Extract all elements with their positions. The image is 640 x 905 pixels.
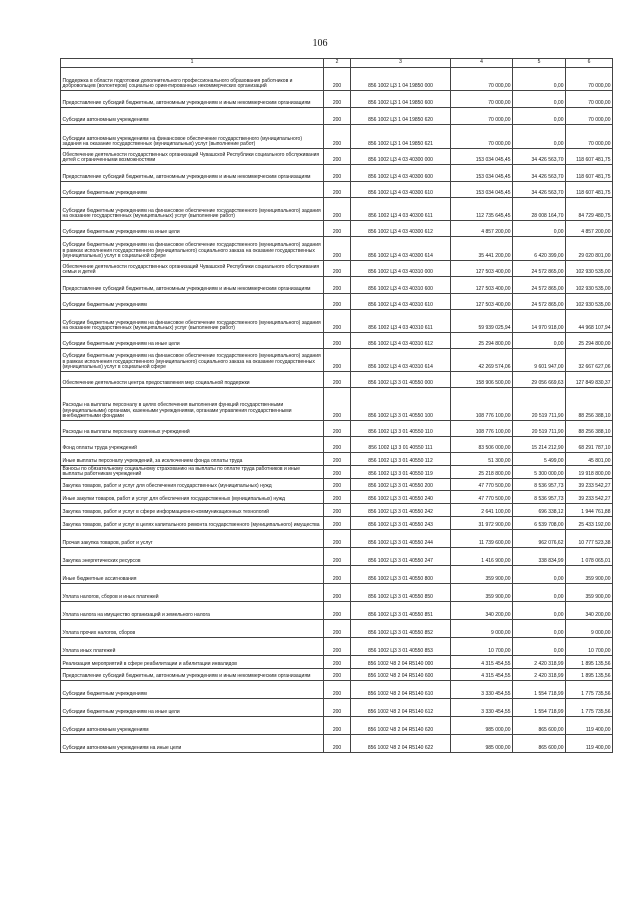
table-row (61, 182, 613, 198)
row-col2: 200 (324, 68, 351, 91)
row-name: Поддержка в области подготовки дополнительного профессионального образования работников и добровольцев (волонтеров) социально ориентированных некоммерческих организаций (61, 68, 324, 91)
row-code: 856 1002 Ц3 4 03 40310 610 (351, 294, 451, 310)
row-name: Субсидии бюджетным учреждениям на иные цели (61, 333, 324, 349)
row-name: Закупка товаров, работ и услуг в сфере информационно-коммуникационных технологий (61, 504, 324, 517)
row-name: Иные бюджетные ассигнования (61, 566, 324, 584)
row-name: Предоставление субсидий бюджетным, автономным учреждениям и иным некоммерческим организациям (61, 91, 324, 108)
row-value-6: 1 775 735,56 (566, 681, 613, 699)
table-body (61, 68, 613, 753)
header-col-4: 4 (451, 59, 513, 68)
row-name: Закупка товаров, работ и услуг для обеспечения государственных (муниципальных) нужд (61, 479, 324, 491)
row-value-5: 24 572 865,00 (513, 261, 566, 277)
row-name: Иные выплаты персоналу учреждений, за исключением фонда оплаты труда (61, 453, 324, 466)
table-row (61, 566, 613, 584)
row-col2: 200 (324, 517, 351, 530)
table-row (61, 372, 613, 388)
row-value-4: 108 776 100,00 (451, 388, 513, 421)
row-value-4: 340 200,00 (451, 602, 513, 620)
table-row (61, 548, 613, 566)
row-value-5: 1 554 718,99 (513, 681, 566, 699)
table-row (61, 388, 613, 421)
row-value-6: 84 729 480,75 (566, 198, 613, 221)
row-value-6: 9 000,00 (566, 620, 613, 638)
table-row (61, 735, 613, 753)
row-value-5: 29 056 669,63 (513, 372, 566, 388)
row-value-4: 9 000,00 (451, 620, 513, 638)
row-col2: 200 (324, 669, 351, 681)
table-row (61, 453, 613, 466)
row-value-6: 1 775 735,56 (566, 699, 613, 717)
row-value-4: 359 900,00 (451, 566, 513, 584)
row-col2: 200 (324, 602, 351, 620)
row-name: Прочая закупка товаров, работ и услуг (61, 530, 324, 548)
row-value-5: 6 539 708,00 (513, 517, 566, 530)
row-col2: 200 (324, 221, 351, 237)
table-row (61, 517, 613, 530)
table-row (61, 294, 613, 310)
row-name: Расходы на выплаты персоналу в целях обеспечения выполнения функций государственными (муниципальными) органами, казенными учреждениями, органами управления государственными внебюджетными фондами (61, 388, 324, 421)
table-row (61, 530, 613, 548)
row-value-6: 10 777 523,38 (566, 530, 613, 548)
row-code: 856 1002 Ц3 3 01 40550 852 (351, 620, 451, 638)
row-col2: 200 (324, 584, 351, 602)
row-value-6: 70 000,00 (566, 68, 613, 91)
row-value-4: 70 000,00 (451, 91, 513, 108)
row-name: Предоставление субсидий бюджетным, автономным учреждениям и иным некоммерческим организациям (61, 669, 324, 681)
row-value-4: 25 294 800,00 (451, 333, 513, 349)
row-value-4: 4 315 454,55 (451, 669, 513, 681)
row-value-6: 119 400,00 (566, 735, 613, 753)
row-value-6: 70 000,00 (566, 125, 613, 149)
row-value-4: 70 000,00 (451, 108, 513, 125)
row-value-6: 88 256 388,10 (566, 388, 613, 421)
row-col2: 200 (324, 437, 351, 453)
row-name: Уплата налогов, сборов и иных платежей (61, 584, 324, 602)
row-name: Обеспечение деятельности государственных организаций Чувашской Республики социального обслуживания семьи и детей (61, 261, 324, 277)
row-name: Закупка товаров, работ и услуг в целях капитального ремонта государственного (муниципального) имущества (61, 517, 324, 530)
row-value-6: 1 944 761,88 (566, 504, 613, 517)
row-value-4: 359 900,00 (451, 584, 513, 602)
table-row (61, 221, 613, 237)
row-name: Субсидии бюджетным учреждениям (61, 294, 324, 310)
row-name: Расходы на выплаты персоналу казенных учреждений (61, 421, 324, 437)
header-col-2: 2 (324, 59, 351, 68)
row-code: 856 1002 Ц3 3 01 40550 850 (351, 584, 451, 602)
row-name: Реализация мероприятий в сфере реабилитации и абилитации инвалидов (61, 656, 324, 669)
table-row (61, 198, 613, 221)
table-row (61, 165, 613, 182)
table-row (61, 125, 613, 149)
row-value-6: 102 930 535,00 (566, 277, 613, 294)
row-code: 856 1002 Ц3 4 03 40300 610 (351, 182, 451, 198)
row-value-6: 44 968 107,94 (566, 310, 613, 333)
table-row (61, 149, 613, 165)
row-value-4: 112 735 645,45 (451, 198, 513, 221)
row-col2: 200 (324, 491, 351, 504)
row-value-5: 5 499,00 (513, 453, 566, 466)
row-value-4: 4 857 200,00 (451, 221, 513, 237)
row-value-6: 88 256 388,10 (566, 421, 613, 437)
table-row (61, 108, 613, 125)
row-col2: 200 (324, 548, 351, 566)
row-col2: 200 (324, 182, 351, 198)
row-col2: 200 (324, 479, 351, 491)
row-value-4: 153 034 045,45 (451, 149, 513, 165)
header-col-1: 1 (61, 59, 324, 68)
row-value-4: 2 641 100,00 (451, 504, 513, 517)
row-name: Субсидии бюджетным учреждениям на иные цели (61, 699, 324, 717)
row-value-4: 47 770 500,00 (451, 479, 513, 491)
row-value-4: 3 330 454,55 (451, 681, 513, 699)
row-value-5: 2 420 318,99 (513, 669, 566, 681)
row-col2: 200 (324, 333, 351, 349)
row-value-6: 118 607 481,75 (566, 149, 613, 165)
row-value-4: 35 441 200,00 (451, 237, 513, 261)
row-value-4: 985 000,00 (451, 735, 513, 753)
header-col-6: 6 (566, 59, 613, 68)
row-col2: 200 (324, 149, 351, 165)
row-code: 856 1002 Ц3 3 01 40550 119 (351, 466, 451, 479)
row-col2: 200 (324, 504, 351, 517)
row-name: Субсидии бюджетным учреждениям на финансовое обеспечение государственного (муниципального) задания в рамках исполнения государственного (муниципального) социального заказа на оказание государственных (муниципальных) услуг в социальной сфере (61, 237, 324, 261)
table-row (61, 479, 613, 491)
row-value-4: 47 770 500,00 (451, 491, 513, 504)
row-value-5: 24 572 865,00 (513, 277, 566, 294)
row-code: 856 1002 Ц3 4 03 40310 612 (351, 333, 451, 349)
row-name: Субсидии бюджетным учреждениям на финансовое обеспечение государственного (муниципального) задания на оказание государственных (муниципальных) услуг (выполнение работ) (61, 310, 324, 333)
row-name: Субсидии автономным учреждениям на финансовое обеспечение государственного (муниципального) задания на оказание государственных (муниципальных) услуг (выполнение работ) (61, 125, 324, 149)
row-value-6: 118 607 481,75 (566, 182, 613, 198)
row-code: 856 1002 Ц3 3 01 40550 243 (351, 517, 451, 530)
row-col2: 200 (324, 717, 351, 735)
row-code: 856 1002 Ц3 1 04 19850 620 (351, 108, 451, 125)
row-value-4: 4 315 454,55 (451, 656, 513, 669)
row-col2: 200 (324, 421, 351, 437)
row-col2: 200 (324, 566, 351, 584)
row-code: 856 1002 Ц3 3 01 40550 242 (351, 504, 451, 517)
row-value-5: 20 519 711,90 (513, 421, 566, 437)
row-value-5: 8 536 957,73 (513, 479, 566, 491)
row-value-4: 10 700,00 (451, 638, 513, 656)
row-value-4: 108 776 100,00 (451, 421, 513, 437)
row-value-4: 153 034 045,45 (451, 182, 513, 198)
table-row (61, 349, 613, 372)
row-value-5: 14 970 918,00 (513, 310, 566, 333)
row-value-4: 153 034 045,45 (451, 165, 513, 182)
table-row (61, 237, 613, 261)
row-value-4: 127 503 400,00 (451, 277, 513, 294)
row-value-5: 9 601 947,00 (513, 349, 566, 372)
row-value-6: 119 400,00 (566, 717, 613, 735)
header-col-3: 3 (351, 59, 451, 68)
row-value-5: 0,00 (513, 68, 566, 91)
row-value-5: 0,00 (513, 638, 566, 656)
row-value-6: 25 433 192,00 (566, 517, 613, 530)
row-value-5: 0,00 (513, 91, 566, 108)
row-value-5: 20 519 711,90 (513, 388, 566, 421)
row-value-5: 34 426 563,70 (513, 165, 566, 182)
row-col2: 200 (324, 656, 351, 669)
row-value-4: 51 300,00 (451, 453, 513, 466)
row-code: 856 1002 Ч8 2 04 R5140 620 (351, 717, 451, 735)
row-value-5: 8 536 957,73 (513, 491, 566, 504)
row-col2: 200 (324, 388, 351, 421)
row-value-5: 28 008 164,70 (513, 198, 566, 221)
row-code: 856 1002 Ц3 4 03 40300 600 (351, 165, 451, 182)
row-value-6: 359 900,00 (566, 584, 613, 602)
table-row (61, 656, 613, 669)
row-value-5: 0,00 (513, 221, 566, 237)
table-row (61, 68, 613, 91)
table-row (61, 333, 613, 349)
row-name: Субсидии бюджетным учреждениям на финансовое обеспечение государственного (муниципального) задания на оказание государственных (муниципальных) услуг (выполнение работ) (61, 198, 324, 221)
row-code: 856 1002 Ч8 2 04 R5140 610 (351, 681, 451, 699)
row-value-4: 59 939 025,94 (451, 310, 513, 333)
row-value-4: 985 000,00 (451, 717, 513, 735)
row-value-6: 39 233 542,27 (566, 479, 613, 491)
row-col2: 200 (324, 165, 351, 182)
row-col2: 200 (324, 310, 351, 333)
row-value-5: 696 338,12 (513, 504, 566, 517)
row-col2: 200 (324, 620, 351, 638)
row-value-6: 10 700,00 (566, 638, 613, 656)
row-code: 856 1002 Ц3 1 04 19850 600 (351, 91, 451, 108)
row-value-4: 158 906 500,00 (451, 372, 513, 388)
row-value-6: 1 078 065,01 (566, 548, 613, 566)
row-value-5: 24 572 865,00 (513, 294, 566, 310)
row-col2: 200 (324, 453, 351, 466)
row-col2: 200 (324, 294, 351, 310)
row-value-5: 34 426 563,70 (513, 149, 566, 165)
row-name: Субсидии бюджетным учреждениям (61, 681, 324, 699)
row-code: 856 1002 Ц3 1 04 19850 621 (351, 125, 451, 149)
table-row (61, 669, 613, 681)
row-code: 856 1002 Ц3 4 03 40310 600 (351, 277, 451, 294)
row-code: 856 1002 Ц3 3 01 40550 000 (351, 372, 451, 388)
row-value-6: 45 801,00 (566, 453, 613, 466)
row-name: Субсидии автономным учреждениям на иные цели (61, 735, 324, 753)
row-col2: 200 (324, 735, 351, 753)
row-col2: 200 (324, 237, 351, 261)
row-value-6: 1 895 135,56 (566, 656, 613, 669)
row-value-6: 340 200,00 (566, 602, 613, 620)
row-value-6: 68 291 787,10 (566, 437, 613, 453)
row-col2: 200 (324, 277, 351, 294)
row-code: 856 1002 Ц3 4 03 40310 000 (351, 261, 451, 277)
budget-table (60, 58, 613, 753)
row-code: 856 1002 Ц3 4 03 40310 614 (351, 349, 451, 372)
table-row (61, 602, 613, 620)
row-code: 856 1002 Ц3 3 01 40550 851 (351, 602, 451, 620)
row-value-6: 359 900,00 (566, 566, 613, 584)
table-header-row (61, 59, 613, 68)
row-value-6: 1 895 135,56 (566, 669, 613, 681)
row-name: Субсидии бюджетным учреждениям на финансовое обеспечение государственного (муниципального) задания в рамках исполнения государственного (муниципального) социального заказа на оказание государственных (муниципальных) услуг в социальной сфере (61, 349, 324, 372)
row-col2: 200 (324, 372, 351, 388)
row-name: Субсидии автономным учреждениям (61, 108, 324, 125)
row-code: 856 1002 Ц3 3 01 40550 111 (351, 437, 451, 453)
row-value-4: 42 269 574,06 (451, 349, 513, 372)
row-col2: 200 (324, 91, 351, 108)
row-code: 856 1002 Ц3 3 01 40550 800 (351, 566, 451, 584)
row-name: Иные закупки товаров, работ и услуг для обеспечения государственных (муниципальных) нужд (61, 491, 324, 504)
row-value-6: 39 233 542,27 (566, 491, 613, 504)
row-code: 856 1002 Ц3 3 01 40550 247 (351, 548, 451, 566)
row-name: Обеспечение деятельности государственных организаций Чувашской Республики социального обслуживания детей с ограниченными возможностями (61, 149, 324, 165)
row-code: 856 1002 Ч8 2 04 R5140 600 (351, 669, 451, 681)
row-name: Уплата налога на имущество организаций и земельного налога (61, 602, 324, 620)
row-col2: 200 (324, 638, 351, 656)
row-value-4: 70 000,00 (451, 68, 513, 91)
row-code: 856 1002 Ц3 1 04 19850 000 (351, 68, 451, 91)
table-row (61, 91, 613, 108)
row-value-5: 0,00 (513, 108, 566, 125)
row-name: Предоставление субсидий бюджетным, автономным учреждениям и иным некоммерческим организациям (61, 165, 324, 182)
row-name: Предоставление субсидий бюджетным, автономным учреждениям и иным некоммерческим организациям (61, 277, 324, 294)
row-code: 856 1002 Ц3 3 01 40550 100 (351, 388, 451, 421)
header-col-5: 5 (513, 59, 566, 68)
table-row (61, 699, 613, 717)
row-value-6: 102 930 535,00 (566, 294, 613, 310)
row-value-4: 83 506 000,00 (451, 437, 513, 453)
row-name: Уплата иных платежей (61, 638, 324, 656)
row-value-5: 865 600,00 (513, 735, 566, 753)
row-code: 856 1002 Ч8 2 04 R5140 000 (351, 656, 451, 669)
table-row (61, 261, 613, 277)
row-code: 856 1002 Ч8 2 04 R5140 622 (351, 735, 451, 753)
row-name: Фонд оплаты труда учреждений (61, 437, 324, 453)
row-value-6: 102 930 535,00 (566, 261, 613, 277)
row-value-5: 0,00 (513, 333, 566, 349)
table-row (61, 504, 613, 517)
table-row (61, 421, 613, 437)
row-value-4: 11 739 600,00 (451, 530, 513, 548)
table-row (61, 620, 613, 638)
row-col2: 200 (324, 108, 351, 125)
row-value-6: 29 020 801,00 (566, 237, 613, 261)
table-row (61, 638, 613, 656)
row-value-6: 118 607 481,75 (566, 165, 613, 182)
row-value-5: 1 554 718,99 (513, 699, 566, 717)
row-col2: 200 (324, 261, 351, 277)
row-code: 856 1002 Ц3 4 03 40300 614 (351, 237, 451, 261)
row-value-5: 962 076,62 (513, 530, 566, 548)
row-value-6: 70 000,00 (566, 108, 613, 125)
row-code: 856 1002 Ч8 2 04 R5140 612 (351, 699, 451, 717)
row-name: Закупка энергетических ресурсов (61, 548, 324, 566)
row-col2: 200 (324, 530, 351, 548)
row-value-6: 127 849 830,37 (566, 372, 613, 388)
row-value-4: 3 330 454,55 (451, 699, 513, 717)
row-value-5: 0,00 (513, 620, 566, 638)
row-value-6: 32 667 627,06 (566, 349, 613, 372)
row-col2: 200 (324, 198, 351, 221)
row-value-5: 0,00 (513, 125, 566, 149)
row-value-4: 127 503 400,00 (451, 294, 513, 310)
table-row (61, 491, 613, 504)
row-col2: 200 (324, 699, 351, 717)
table-row (61, 717, 613, 735)
row-value-4: 127 503 400,00 (451, 261, 513, 277)
row-code: 856 1002 Ц3 4 03 40310 611 (351, 310, 451, 333)
row-value-6: 70 000,00 (566, 91, 613, 108)
row-code: 856 1002 Ц3 3 01 40550 112 (351, 453, 451, 466)
row-code: 856 1002 Ц3 4 03 40300 611 (351, 198, 451, 221)
row-value-6: 25 294 800,00 (566, 333, 613, 349)
row-value-5: 0,00 (513, 584, 566, 602)
row-value-6: 19 918 800,00 (566, 466, 613, 479)
row-name: Субсидии бюджетным учреждениям (61, 182, 324, 198)
row-name: Субсидии автономным учреждениям (61, 717, 324, 735)
row-code: 856 1002 Ц3 3 01 40550 110 (351, 421, 451, 437)
table-row (61, 681, 613, 699)
row-code: 856 1002 Ц3 3 01 40550 244 (351, 530, 451, 548)
row-value-5: 2 420 318,99 (513, 656, 566, 669)
table-row (61, 277, 613, 294)
row-value-5: 0,00 (513, 602, 566, 620)
row-code: 856 1002 Ц3 4 03 40300 612 (351, 221, 451, 237)
row-code: 856 1002 Ц3 3 01 40550 240 (351, 491, 451, 504)
row-name: Уплата прочих налогов, сборов (61, 620, 324, 638)
row-name: Взносы по обязательному социальному страхованию на выплаты по оплате труда работников и иные выплаты работникам учреждений (61, 466, 324, 479)
row-value-4: 1 416 900,00 (451, 548, 513, 566)
row-value-5: 0,00 (513, 566, 566, 584)
row-col2: 200 (324, 125, 351, 149)
row-code: 856 1002 Ц3 3 01 40550 200 (351, 479, 451, 491)
row-value-4: 31 972 900,00 (451, 517, 513, 530)
row-value-5: 865 600,00 (513, 717, 566, 735)
table-row (61, 584, 613, 602)
row-value-5: 338 834,99 (513, 548, 566, 566)
table-row (61, 310, 613, 333)
row-name: Обеспечение деятельности центра предоставления мер социальной поддержки (61, 372, 324, 388)
row-value-4: 25 218 800,00 (451, 466, 513, 479)
row-col2: 200 (324, 349, 351, 372)
row-code: 856 1002 Ц3 3 01 40550 853 (351, 638, 451, 656)
table-row (61, 437, 613, 453)
row-code: 856 1002 Ц3 4 03 40300 000 (351, 149, 451, 165)
row-value-5: 15 214 212,90 (513, 437, 566, 453)
row-value-5: 6 420 399,00 (513, 237, 566, 261)
row-value-4: 70 000,00 (451, 125, 513, 149)
page-number: 106 (312, 38, 328, 49)
row-value-5: 34 426 563,70 (513, 182, 566, 198)
table-row (61, 466, 613, 479)
row-value-6: 4 857 200,00 (566, 221, 613, 237)
row-name: Субсидии бюджетным учреждениям на иные цели (61, 221, 324, 237)
row-col2: 200 (324, 681, 351, 699)
row-col2: 200 (324, 466, 351, 479)
row-value-5: 5 300 000,00 (513, 466, 566, 479)
